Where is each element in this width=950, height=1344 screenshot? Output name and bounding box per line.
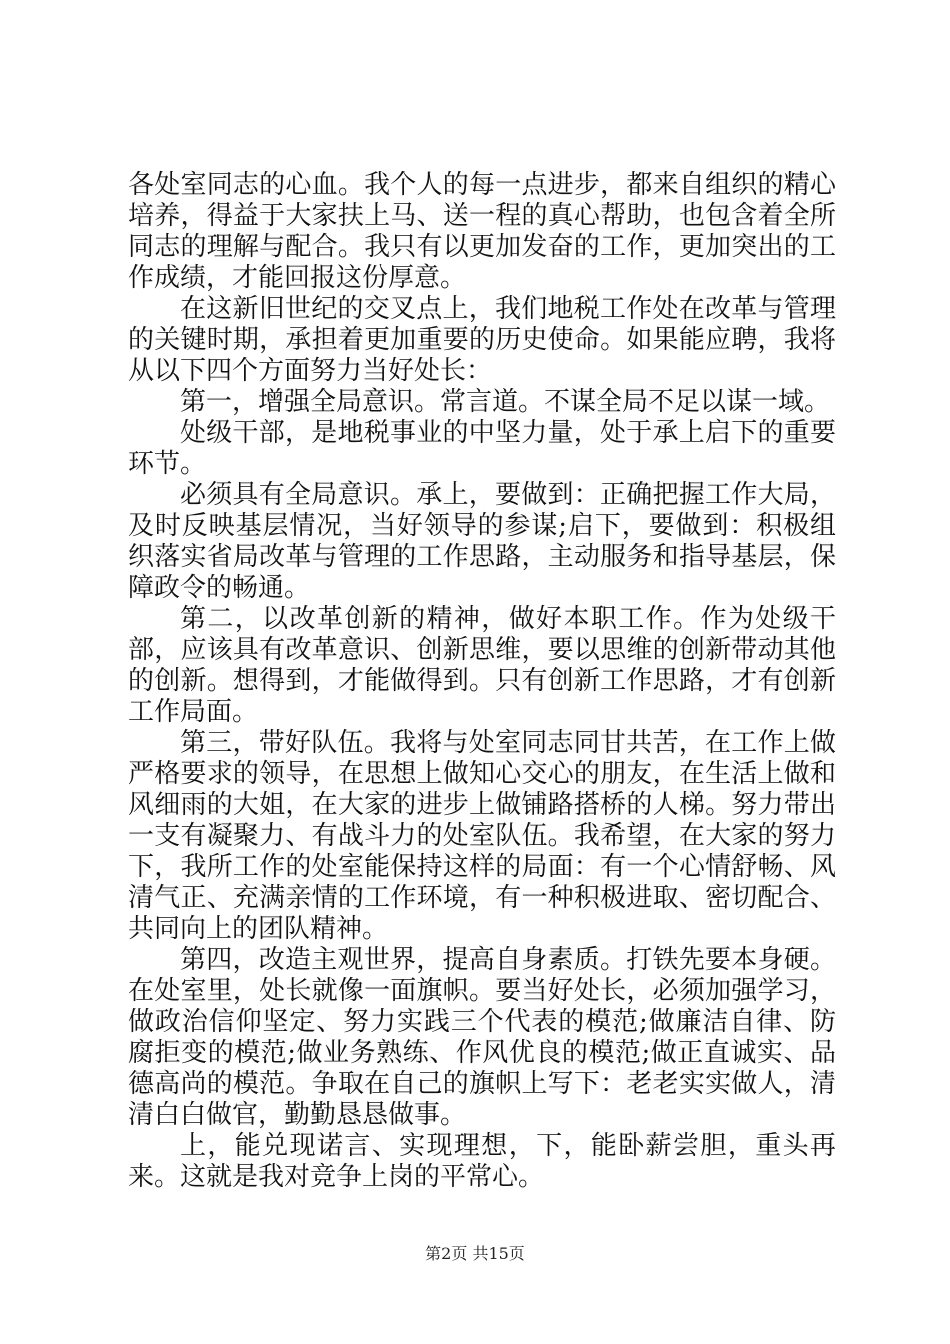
paragraph-closing: 上，能兑现诺言、实现理想，下，能卧薪尝胆，重头再来。这就是我对竞争上岗的平常心。	[128, 1131, 836, 1192]
page-number-footer: 第2页 共15页	[425, 1244, 525, 1263]
paragraph-point-three: 第三，带好队伍。我将与处室同志同甘共苦，在工作上做严格要求的领导，在思想上做知心交心的朋友，在生活上做和风细雨的大姐，在大家的进步上做铺路搭桥的人梯。努力带出一支有凝聚力、有战斗力的处室队伍。我希望，在大家的努力下，我所工作的处室能保持这样的局面：有一个心情舒畅、风清气正、充满亲情的工作环境，有一种积极进取、密切配合、共同向上的团队精神。	[128, 728, 836, 944]
paragraph-continuation: 各处室同志的心血。我个人的每一点进步，都来自组织的精心培养，得益于大家扶上马、送一程的真心帮助，也包含着全所同志的理解与配合。我只有以更加发奋的工作，更加突出的工作成绩，才能回报这份厚意。	[128, 170, 836, 293]
paragraph: 在这新旧世纪的交叉点上，我们地税工作处在改革与管理的关键时期，承担着更加重要的历史使命。如果能应聘，我将从以下四个方面努力当好处长：	[128, 294, 836, 386]
paragraph: 处级干部，是地税事业的中坚力量，处于承上启下的重要环节。	[128, 418, 836, 479]
document-body	[128, 170, 836, 1193]
paragraph-point-one: 第一，增强全局意识。常言道。不谋全局不足以谋一域。	[180, 387, 831, 417]
paragraph-point-four: 第四，改造主观世界，提高自身素质。打铁先要本身硬。在处室里，处长就像一面旗帜。要当好处长，必须加强学习，做政治信仰坚定、努力实践三个代表的模范;做廉洁自律、防腐拒变的模范;做业务熟练、作风优良的模范;做正直诚实、品德高尚的模范。争取在自己的旗帜上写下：老老实实做人，清清白白做官，勤勤恳恳做事。	[128, 945, 836, 1130]
paragraph: 必须具有全局意识。承上，要做到：正确把握工作大局，及时反映基层情况，当好领导的参谋;启下，要做到：积极组织落实省局改革与管理的工作思路，主动服务和指导基层，保障政令的畅通。	[128, 480, 836, 603]
paragraph-point-two: 第二，以改革创新的精神，做好本职工作。作为处级干部，应该具有改革意识、创新思维，要以思维的创新带动其他的创新。想得到，才能做得到。只有创新工作思路，才有创新工作局面。	[128, 604, 836, 727]
